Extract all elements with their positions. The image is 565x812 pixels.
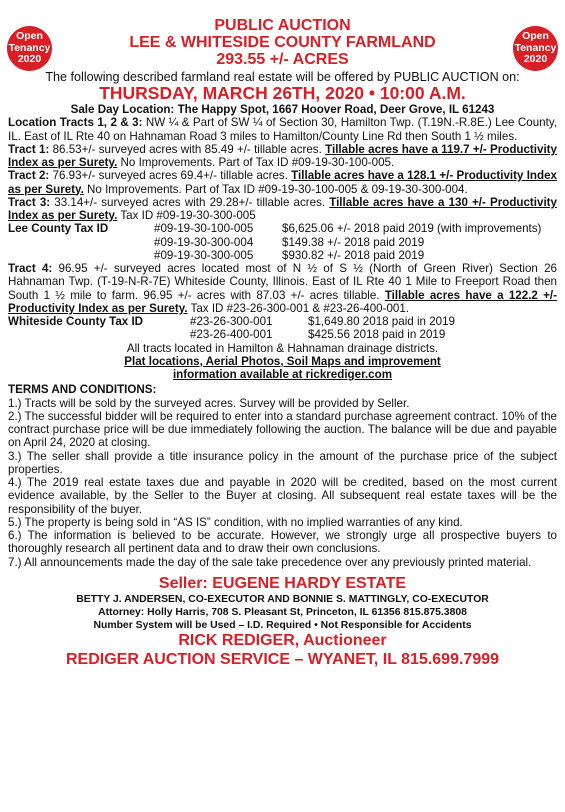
auction-service: REDIGER AUCTION SERVICE – WYANET, IL 815.699.7999 [65,650,500,668]
tract-3-tail: Tax ID #09-19-30-300-005 [117,209,256,222]
open-tenancy-badge-left [7,26,52,71]
tract-2-label: Tract 2: [8,169,50,183]
tax-amount: $930.82 +/- 2018 paid 2019 [282,248,425,262]
number-system-note: Number System will be Used – I.D. Required • Not Responsible for Accidents [93,619,472,631]
tract-4-tail: Tax ID #23-26-300-001 & #23-26-400-001. [187,301,410,315]
seller-name: Seller: EUGENE HARDY ESTATE [158,574,407,592]
plat-line-2[interactable]: information available at rickrediger.com [172,368,393,381]
auction-flyer [0,17,565,812]
tax-amount: $149.38 +/- 2018 paid 2019 [282,235,425,249]
intro-text: The following described farmland real estate will be offered by PUBLIC AUCTION on: [45,70,520,84]
lee-tax-label: Lee County Tax ID [8,222,109,236]
open-tenancy-badge-right [513,26,558,71]
tract-2-tail: No Improvements. Part of Tax ID #09-19-30-100-005 & 09-19-30-300-004. [83,182,468,196]
location-tracts [8,116,557,143]
tract-2-productivity: Tillable acres have a 128.1 +/- Productivity Index as per Surety. [8,169,557,196]
tax-id: #23-26-300-001 [190,315,273,328]
terms-item: 7.) All announcements made the day of the sale take precedence over any previously printed material. [8,555,532,569]
tract-3-label: Tract 3: [8,195,51,209]
tax-row [8,328,557,341]
tract-4 [8,262,557,315]
plat-info [8,355,557,368]
tract-4-productivity: Tillable acres have a 122.2 +/- Productivity Index as per Surety. [8,288,557,315]
whiteside-county-tax-table [8,315,557,342]
location-text: NW ¼ & Part of SW ¼ of Section 30, Hamilton Twp. (T.19N.-R.8E.) Lee County, IL. East of IL Rte 40 on Hahnaman Road 3 miles to Hamilton/County Line Rd then South 1 ½ miles. [8,116,557,143]
badge-line: Open [16,30,43,43]
badge-line: 2020 [17,53,42,66]
tract-3-text: 33.14+/- surveyed acres with 29.28+/- tillable acres. [50,195,330,209]
title-acres: 293.55 +/- ACRES [216,51,349,68]
tax-row [8,222,557,235]
terms-item: 3.) The seller shall provide a title insurance policy in the amount of the purchase price of the subject properties. [8,449,557,476]
terms-list [8,397,557,569]
sale-location-text: Sale Day Location: The Happy Spot, 1667 Hoover Road, Deer Grove, IL 61243 [70,103,495,116]
tax-amount: $6,625.06 +/- 2018 paid 2019 (with improvements) [282,222,542,236]
auction-date: THURSDAY, MARCH 26TH, 2020 • 10:00 A.M. [99,83,466,103]
plat-line-1: Plat locations, Aerial Photos, Soil Maps and improvement [124,354,441,368]
attorney: Attorney: Holly Harris, 708 S. Pleasant St, Princeton, IL 61356 815.875.3808 [98,606,467,618]
tract-3 [8,196,557,223]
terms-item: 1.) Tracts will be sold by the surveyed acres. Survey will be provided by Seller. [8,396,410,410]
tax-row [8,236,557,249]
location-label: Location Tracts 1, 2 & 3: [8,116,143,130]
tract-1-text: 86.53+/- surveyed acres with 85.49 +/- tillable acres. [49,142,326,156]
tract-1-tail: No Improvements. Part of Tax ID #09-19-30-100-005. [117,156,395,169]
lee-county-tax-table [8,222,557,262]
tax-id: #09-19-30-100-005 [154,222,254,236]
tract-1-label: Tract 1: [8,142,50,156]
tract-4-label: Tract 4: [8,262,53,275]
whiteside-tax-label: Whiteside County Tax ID [8,315,144,328]
title-county-farmland: LEE & WHITESIDE COUNTY FARMLAND [129,34,436,51]
tract-1 [8,143,557,170]
tract-4-text: 96.95 +/- surveyed acres located most of N ½ of S ½ (North of Green River) Section 26 Hahnaman Twp. (T-19-N-R-7E) Whiteside County, Illinois. East of IL Rte 40 1 Mile to Freeport Road then South 1 ½ mile to farm. 96.95 +/- acres with 87.03 +/- acres tillable. [8,262,557,302]
title-public-auction: PUBLIC AUCTION [214,17,351,34]
terms-item: 2.) The successful bidder will be required to enter into a standard purchase agreement contract. 10% of the contract purchase price will be due immediately following the auction. The balance will be due and payable on April 24, 2020 at closing. [8,409,557,450]
terms-item: 6.) The information is believed to be accurate. However, we strongly urge all prospective buyers to thoroughly research all pertinent data and to draw their own conclusions. [8,529,557,556]
tax-id: #09-19-30-300-004 [154,235,254,249]
tax-amount: $1,649.80 2018 paid in 2019 [308,315,455,328]
terms-item: 5.) The property is being sold in “AS IS” condition, with no implied warranties of any kind. [8,515,463,529]
sale-location [8,103,557,116]
tract-2-text: 76.93+/- surveyed acres 69.4+/- tillable acres. [49,169,292,183]
plat-info-link [8,368,557,381]
tax-row [8,315,557,328]
badge-line: Tenancy [514,41,557,54]
executors: BETTY J. ANDERSEN, CO-EXECUTOR AND BONNIE S. MATTINGLY, CO-EXECUTOR [76,593,489,605]
terms-title: TERMS AND CONDITIONS: [8,383,157,397]
badge-line: Tenancy [8,41,51,54]
badge-line: Open [522,30,549,43]
badge-line: 2020 [523,53,548,66]
auctioneer: RICK REDIGER, Auctioneer [178,631,387,649]
tract-3-productivity: Tillable acres have a 130 +/- Productivity Index as per Surety. [8,195,557,222]
tract-1-productivity: Tillable acres have a 119.7 +/- Productivity Index as per Surety. [8,142,557,169]
terms-item: 4.) The 2019 real estate taxes due and payable in 2020 will be credited, based on the most current evidence available, by the Seller to the Buyer at closing. All subsequent real estate taxes will be the responsibility of the buyer. [8,476,557,516]
tract-2 [8,169,557,196]
drainage-districts: All tracts located in Hamilton & Hahnaman drainage districts. [126,341,439,355]
tax-id: #23-26-400-001 [190,328,273,342]
tax-amount: $425.56 2018 paid in 2019 [308,328,446,342]
tax-row [8,249,557,262]
tax-id: #09-19-30-300-005 [154,248,254,262]
